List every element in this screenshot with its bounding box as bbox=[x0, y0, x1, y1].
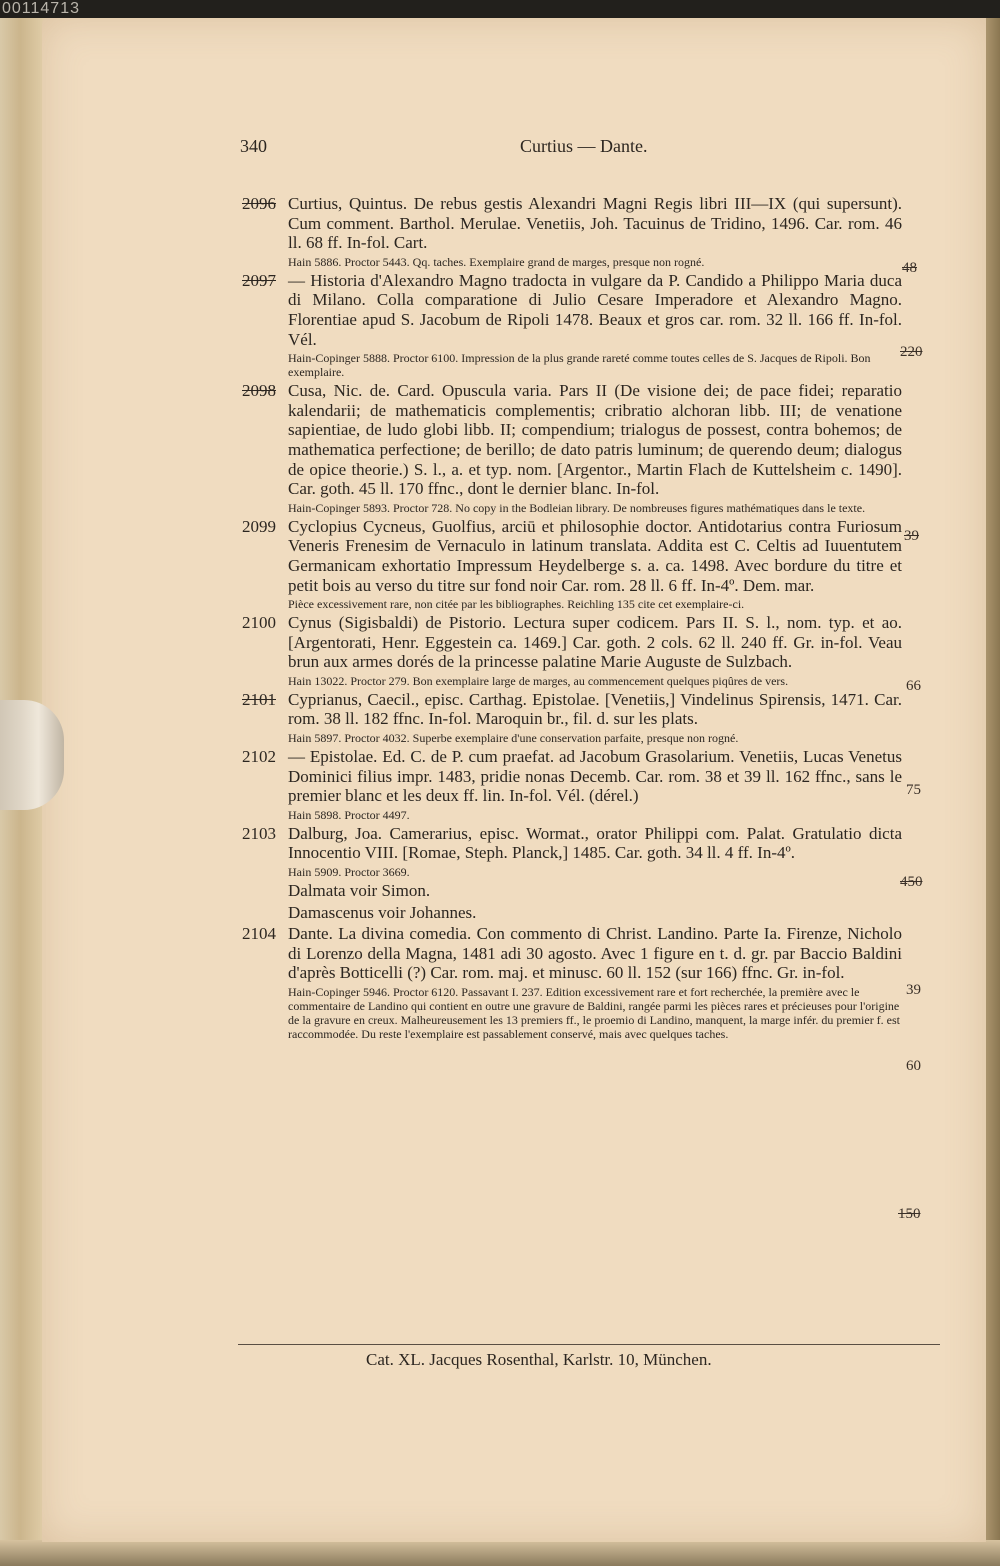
entry-text: Cyclopius Cycneus, Guolfius, arciū et philosophie doctor. Antidotarius contra Furiosum Veneris Frenesim de Vernaculo in latinum translata. Addita est C. Celtis ad Iuuentutem Germanicam exhortatio Impressum Heydelberge s. a. ca. 1498. Avec bordure du titre et petit bois au verso du titre sur fond noir Car. rom. 28 ll. 6 ff. In-4º. Dem. mar. bbox=[288, 516, 902, 595]
catalog-entry bbox=[242, 613, 902, 688]
footer-rule bbox=[238, 1344, 940, 1345]
entry-number: 2104 bbox=[242, 924, 276, 944]
entry-text: Dalmata voir Simon. bbox=[288, 881, 431, 901]
cross-reference bbox=[242, 881, 902, 901]
price: 75 bbox=[906, 782, 921, 798]
entry-number: 2103 bbox=[242, 823, 276, 843]
price: 60 bbox=[906, 1058, 921, 1074]
entry-text: Dalburg, Joa. Camerarius, episc. Wormat., orator Philippi com. Palat. Gratulatio dicta Innocentio VIII. [Romae, Steph. Planck,] 1485. Car. goth. 34 ll. 4 ff. In-4º. bbox=[288, 823, 902, 863]
entry-text: Cynus (Sigisbaldi) de Pistorio. Lectura super codicem. Pars II. S. l., nom. typ. et ao. [Argentorati, Henr. Eggestein ca. 1469.] Car. goth. 2 cols. 62 ll. 240 ff. Gr. in-fol. Veau brun aux armes dorés de la princesse palatine Marie Auguste de Sulzbach. bbox=[288, 613, 902, 672]
entry-number: 2101 bbox=[242, 689, 276, 709]
entry-number: 2100 bbox=[242, 613, 276, 633]
catalog-entry bbox=[242, 194, 902, 269]
entry-text: Cyprianus, Caecil., episc. Carthag. Epistolae. [Venetiis,] Vindelinus Spirensis, 1471. Car. rom. 38 ll. 182 ffnc. In-fol. Maroquin br., fil. d. sur les plats. bbox=[288, 689, 902, 729]
catalog-entry bbox=[242, 271, 902, 379]
entry-number: 2096 bbox=[242, 194, 276, 213]
catalog-entry bbox=[242, 690, 902, 745]
entry-note: Pièce excessivement rare, non citée par les bibliographes. Reichling 135 cite cet exemplaire-ci. bbox=[288, 597, 745, 612]
footer: Cat. XL. Jacques Rosenthal, Karlstr. 10, München. bbox=[366, 1350, 712, 1369]
handwritten-price: 150 bbox=[898, 1206, 921, 1222]
catalog-entry bbox=[242, 924, 902, 1041]
entry-note: Hain 5886. Proctor 5443. Qq. taches. Exemplaire grand de marges, presque non rogné. bbox=[288, 254, 705, 269]
page-clip bbox=[0, 700, 64, 810]
handwritten-price: 220 bbox=[900, 344, 923, 360]
running-title: Curtius — Dante. bbox=[520, 136, 648, 156]
entry-note: Hain 5909. Proctor 3669. bbox=[288, 865, 410, 880]
scan-label: 00114713 bbox=[2, 0, 80, 17]
entry-note: Hain 5898. Proctor 4497. bbox=[288, 807, 410, 822]
catalog-entry bbox=[242, 747, 902, 822]
entry-number: 2097 bbox=[242, 270, 276, 290]
entry-text: — Historia d'Alexandro Magno tradocta in vulgare da P. Candido a Philippo Maria duca di Milano. Colla comparatione di Julio Cesare Imperadore et Alexandro Magno. Florentiae apud S. Jacobum de Ripoli 1478. Beaux et gros car. rom. 32 ll. 166 ff. In-fol. Vél. bbox=[288, 270, 902, 349]
page-number: 340 bbox=[240, 136, 267, 156]
cross-reference bbox=[242, 903, 902, 923]
entry-text: Dante. La divina comedia. Con commento di Christ. Landino. Parte Ia. Firenze, Nicholo di Lorenzo della Magna, 1481 adi 30 agosto. Avec 1 figure en t. d. gr. par Baccio Baldini d'après Botticelli (?) Car. rom. maj. et minusc. 60 ll. 152 (sur 166) ffnc. Gr. in-fol. bbox=[288, 924, 902, 983]
handwritten-price: 450 bbox=[900, 874, 923, 890]
entry-number: 2099 bbox=[242, 516, 276, 536]
entry-text: Curtius, Quintus. De rebus gestis Alexandri Magni Regis libri III—IX (qui supersunt). Cum comment. Barthol. Merulae. Venetiis, Joh. Tacuinus de Tridino, 1496. Car. rom. 46 ll. 68 ff. In-fol. Cart. bbox=[288, 194, 902, 253]
entry-note: Hain-Copinger 5888. Proctor 6100. Impression de la plus grande rareté comme toutes celles de S. Jacques de Ripoli. Bon exemplaire. bbox=[288, 351, 871, 380]
catalog-entry bbox=[242, 824, 902, 879]
entry-number: 2098 bbox=[242, 381, 276, 401]
price: 66 bbox=[906, 678, 921, 694]
entry-note: Hain 13022. Proctor 279. Bon exemplaire large de marges, au commencement quelques piqûres de vers. bbox=[288, 673, 789, 688]
catalog-entry bbox=[242, 381, 902, 515]
catalog-entries bbox=[242, 194, 902, 1043]
book-bottom-edge bbox=[0, 1540, 1000, 1566]
handwritten-price: 39 bbox=[904, 528, 919, 544]
entry-text: Cusa, Nic. de. Card. Opuscula varia. Pars II (De visione dei; de pace fidei; reparatio kalendarii; de mathematicis complementis; cribratio alchoran libb. III; de venatione sapientiae, de ludo globi libb. II; compendium; trialogus de possest, contra bohemos; de mathematica perfectione; de berillo; de dato patris luminum; de querendo deum; dialogus de opice theorie.) S. l., a. et typ. nom. [Argentor., Martin Flach de Kuttelsheim c. 1490]. Car. goth. 45 ll. 170 ffnc., dont le dernier blanc. In-fol. bbox=[288, 381, 902, 499]
entry-number: 2102 bbox=[242, 747, 276, 767]
entry-text: Damascenus voir Johannes. bbox=[288, 902, 477, 922]
entry-note: Hain-Copinger 5946. Proctor 6120. Passavant I. 237. Edition excessivement rare et fort recherchée, la première avec le commentaire de Landino qui contient en outre une gravure de Baldini, rangée parmi les pièces rares et précieuses pour l'origine de la gravure en creux. Malheureusement les 13 premiers ff., le proemio di Landino, manquent, la marge infér. du premier f. est raccommodée. Du reste l'exemplaire est passablement conservé, mais avec quelques taches. bbox=[288, 985, 901, 1041]
price: 39 bbox=[906, 982, 921, 998]
catalog-entry bbox=[242, 517, 902, 611]
entry-note: Hain-Copinger 5893. Proctor 728. No copy in the Bodleian library. De nombreuses figures mathématiques dans le texte. bbox=[288, 500, 866, 515]
entry-note: Hain 5897. Proctor 4032. Superbe exemplaire d'une conservation parfaite, presque non rogné. bbox=[288, 731, 739, 746]
entry-text: — Epistolae. Ed. C. de P. cum praefat. ad Jacobum Grasolarium. Venetiis, Lucas Venetus Dominici filius impr. 1483, pridie nonas Decemb. Car. rom. 38 et 39 ll. 162 ffnc., sans le premier blanc et les deux ff. lin. In-fol. Vél. (dérel.) bbox=[288, 747, 902, 806]
catalog-page bbox=[42, 18, 986, 1542]
handwritten-price: 48 bbox=[902, 260, 917, 276]
